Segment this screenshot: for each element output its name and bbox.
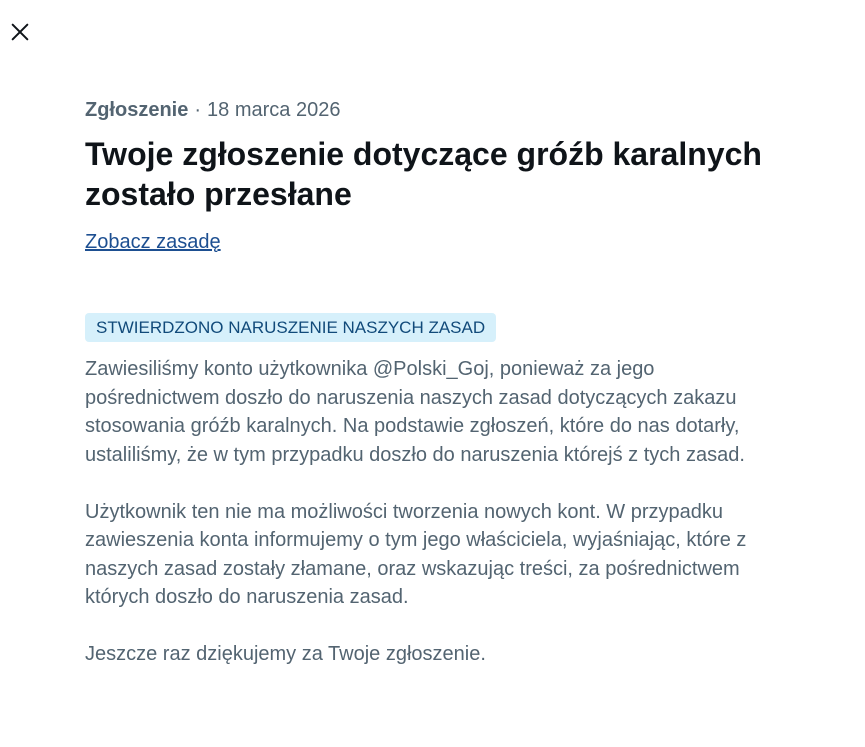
status-badge: STWIERDZONO NARUSZENIE NASZYCH ZASAD xyxy=(85,313,496,342)
report-detail xyxy=(85,96,785,669)
close-icon xyxy=(9,21,31,43)
report-date: 18 marca 2026 xyxy=(207,99,341,121)
meta-separator: · xyxy=(194,99,202,121)
body-paragraph: Użytkownik ten nie ma możliwości tworzenia nowych kont. W przypadku zawieszenia konta informujemy o tym jego właściciela, wyjaśniając, które z naszych zasad zostały złamane, oraz wskazując treści, za pośrednictwem których doszło do naruszenia zasad. xyxy=(85,500,747,608)
page-title: Twoje zgłoszenie dotyczące gróźb karalnych zostało przesłane xyxy=(85,136,762,212)
report-meta xyxy=(85,96,785,124)
close-button[interactable] xyxy=(4,16,36,48)
body-paragraph: Zawiesiliśmy konto użytkownika @Polski_Goj, ponieważ za jego pośrednictwem doszło do naruszenia naszych zasad dotyczących zakazu stosowania gróźb karalnych. Na podstawie zgłoszeń, które do nas dotarły, ustaliliśmy, że w tym przypadku doszło do naruszenia którejś z tych zasad. xyxy=(85,358,745,466)
view-policy-link[interactable]: Zobacz zasadę xyxy=(85,231,221,253)
body-paragraph: Jeszcze raz dziękujemy za Twoje zgłoszenie. xyxy=(85,643,486,665)
report-kind: Zgłoszenie xyxy=(85,99,189,121)
report-body xyxy=(85,355,785,669)
